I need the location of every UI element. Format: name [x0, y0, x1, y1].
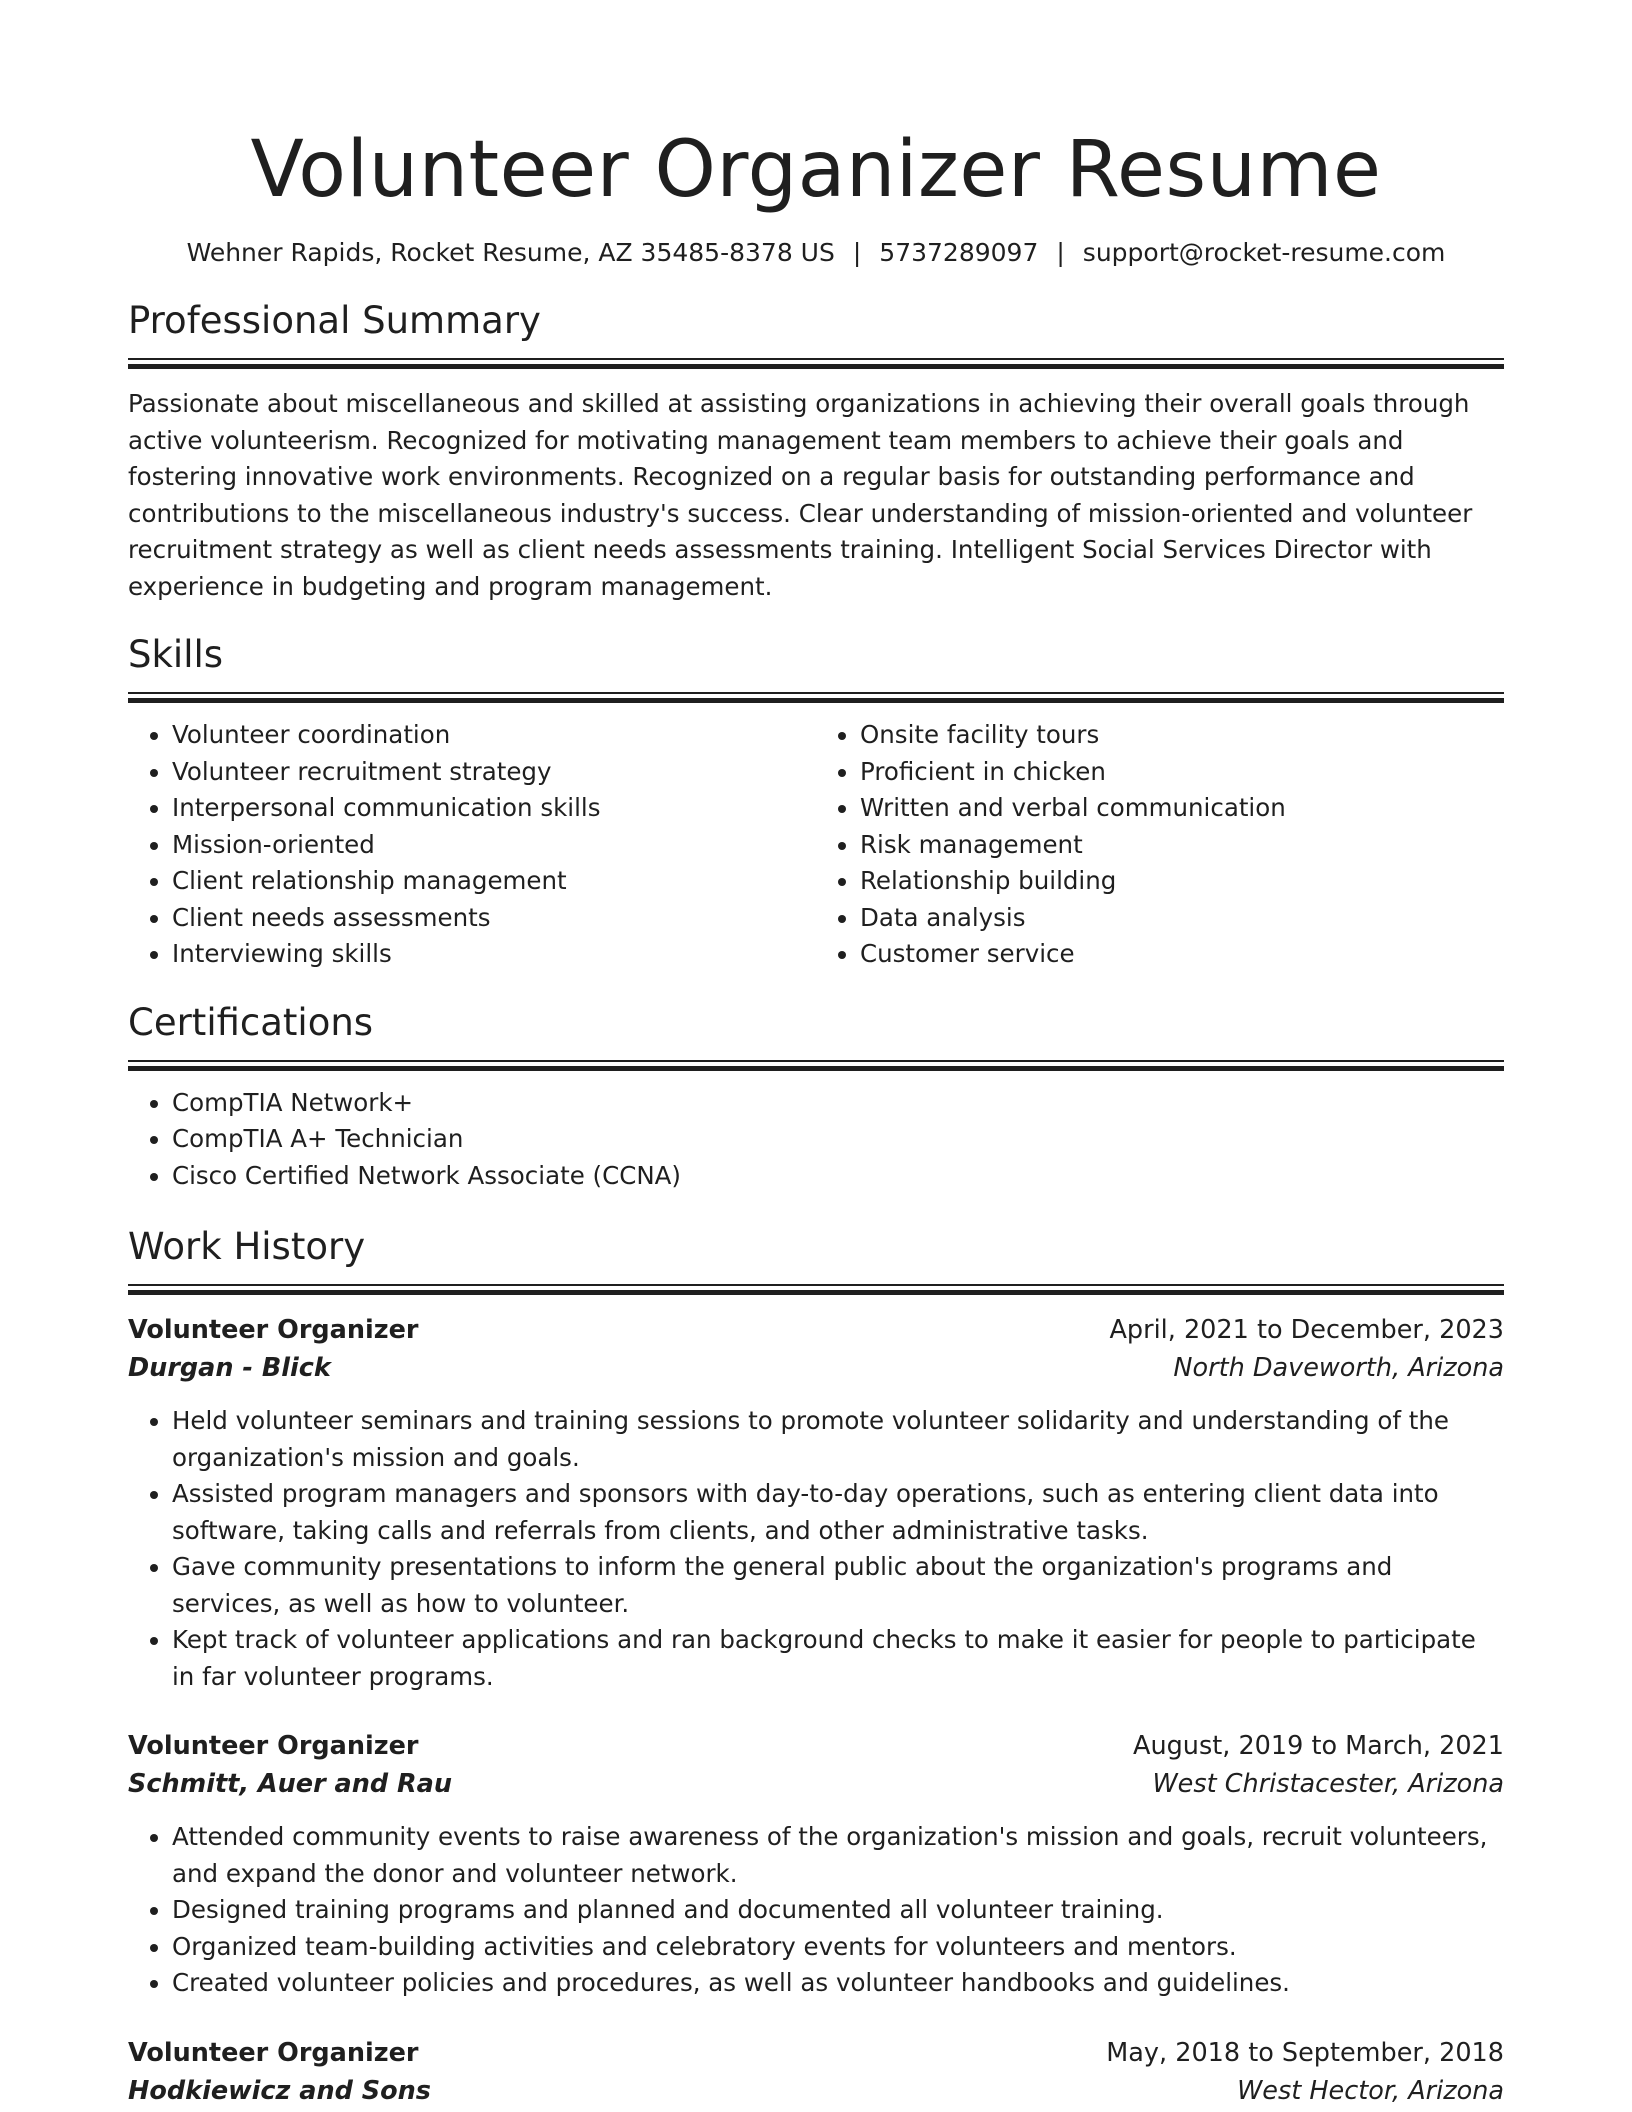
job-subheader: [128, 2072, 1504, 2110]
section-heading-summary: Professional Summary: [128, 299, 541, 342]
job-dates: August, 2019 to March, 2021: [1133, 1731, 1504, 1761]
job-subheader: [128, 1765, 1504, 1803]
section-heading-skills: Skills: [128, 633, 224, 676]
summary-text: Passionate about miscellaneous and skilled at assisting organizations in achieving their overall goals through active volunteerism. Recognized for motivating management team members to achieve their goals and fostering innovative work environments. Recognized on a regular basis for outstanding performance and contributions to the miscellaneous industry's success. Clear understanding of mission-oriented and volunteer recruitment strategy as well as client needs assessments training. Intelligent Social Services Director with experience in budgeting and program management.: [128, 389, 1473, 601]
skill-item: • Risk management: [860, 827, 1504, 864]
skill-item: • Proficient in chicken: [860, 754, 1504, 791]
job-header: [128, 2034, 1504, 2072]
job-company: Durgan - Blick: [128, 1353, 331, 1383]
skills-columns: [128, 717, 1504, 973]
certifications-list: [128, 1085, 1504, 1195]
skill-item: • Onsite facility tours: [860, 717, 1504, 754]
job-bullet: • Attended community events to raise awareness of the organization's mission and goals, recruit volunteers, and expand the donor and volunteer network.: [172, 1819, 1504, 1892]
job-company: Hodkiewicz and Sons: [128, 2075, 431, 2106]
certifications-section: [128, 1000, 1504, 1195]
contact-separator: |: [1056, 238, 1065, 267]
job-location: West Hector, Arizona: [1237, 2075, 1504, 2106]
certification-item: • CompTIA A+ Technician: [172, 1121, 1504, 1158]
job-bullet: • Organized team-building activities and celebratory events for volunteers and mentors.: [172, 1929, 1504, 1966]
section-heading-certifications: Certifications: [128, 1000, 374, 1044]
skill-item: • Client needs assessments: [172, 900, 816, 937]
job-bullets: [128, 1403, 1504, 1695]
contact-address: Wehner Rapids, Rocket Resume, AZ 35485-8378 US: [186, 238, 835, 267]
job-dates: May, 2018 to September, 2018: [1106, 2037, 1504, 2068]
job-subheader: [128, 1349, 1504, 1387]
contact-email: support@rocket-resume.com: [1082, 238, 1446, 267]
contact-separator: |: [852, 238, 862, 267]
skill-item: • Volunteer coordination: [172, 717, 816, 754]
summary-section: [128, 298, 1504, 605]
job-dates: April, 2021 to December, 2023: [1109, 1315, 1504, 1345]
section-divider: [128, 1060, 1504, 1071]
skill-item: • Interpersonal communication skills: [172, 790, 816, 827]
job-title: Volunteer Organizer: [128, 1731, 419, 1761]
job-location: West Christacester, Arizona: [1152, 1769, 1504, 1799]
skill-item: • Volunteer recruitment strategy: [172, 754, 816, 791]
resume-title: Volunteer Organizer Resume: [250, 125, 1382, 215]
certification-item: • Cisco Certified Network Associate (CCNA): [172, 1158, 1504, 1195]
section-divider: [128, 358, 1504, 369]
contact-line: [128, 236, 1504, 270]
job-bullet: • Gave community presentations to inform the general public about the organization's programs and services, as well as how to volunteer.: [172, 1549, 1504, 1622]
skill-item: • Data analysis: [860, 900, 1504, 937]
job-bullet: • Created volunteer policies and procedures, as well as volunteer handbooks and guidelines.: [172, 1965, 1504, 2002]
section-heading-work-history: Work History: [128, 1225, 366, 1268]
work-history-section: [128, 1224, 1504, 2110]
job-bullet: • Designed training programs and planned and documented all volunteer training.: [172, 1892, 1504, 1929]
job-entry: [128, 1311, 1504, 1695]
job-bullets: [128, 1819, 1504, 2002]
job-company: Schmitt, Auer and Rau: [128, 1769, 453, 1799]
job-header: [128, 1311, 1504, 1349]
job-title: Volunteer Organizer: [128, 2037, 419, 2068]
skill-item: • Relationship building: [860, 863, 1504, 900]
section-divider: [128, 1284, 1504, 1295]
certification-item: • CompTIA Network+: [172, 1085, 1504, 1122]
job-entry: [128, 1727, 1504, 2002]
skill-item: • Interviewing skills: [172, 936, 816, 973]
job-bullet: • Kept track of volunteer applications and ran background checks to make it easier for people to participate in far volunteer programs.: [172, 1622, 1504, 1695]
job-header: [128, 1727, 1504, 1765]
skill-item: • Written and verbal communication: [860, 790, 1504, 827]
job-entry: [128, 2034, 1504, 2110]
skills-list-left: [128, 717, 816, 973]
section-divider: [128, 692, 1504, 703]
skills-section: [128, 632, 1504, 973]
skill-item: • Client relationship management: [172, 863, 816, 900]
resume-page: [128, 0, 1504, 2110]
skill-item: • Mission-oriented: [172, 827, 816, 864]
skills-list-right: [816, 717, 1504, 973]
job-bullet: • Held volunteer seminars and training sessions to promote volunteer solidarity and understanding of the organization's mission and goals.: [172, 1403, 1504, 1476]
contact-phone: 5737289097: [879, 238, 1039, 267]
job-bullet: • Assisted program managers and sponsors with day-to-day operations, such as entering client data into software, taking calls and referrals from clients, and other administrative tasks.: [172, 1476, 1504, 1549]
skill-item: • Customer service: [860, 936, 1504, 973]
job-location: North Daveworth, Arizona: [1173, 1353, 1504, 1383]
job-title: Volunteer Organizer: [128, 1315, 419, 1345]
